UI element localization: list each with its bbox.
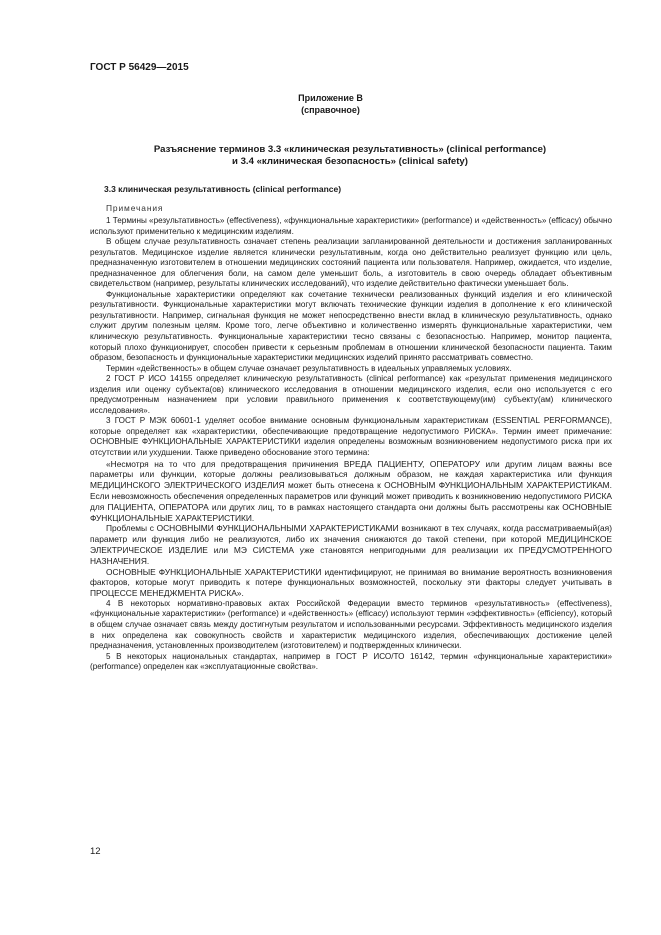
paragraph: 4 В некоторых нормативно-правовых актах Российской Федерации вместо терминов «результативность» (effectiveness), «функциональные характеристики» (performance) и «действенность» (efficacy) используют термин «эффективность» (efficiency), который в общем случае означает связь между достигнутым результатом и использованными ресурсами. Эффективность медицинского изделия в них определена как совокупность свойств и характеристик медицинского изделия, обеспечивающих достижение целей предназначения, установленных производителем (изготовителем) и подтвержденных клинически. bbox=[90, 598, 612, 651]
paragraph: 2 ГОСТ Р ИСО 14155 определяет клиническую результативность (clinical performance) как «результат применения медицинского изделия или оценку субъекта(ов) клинического исследования в отношении медицинского изделия, если оно используется с его предусмотренным назначением при условии правильного применения к соответствующему(им) субъекту(ам) клинического исследования». bbox=[90, 374, 612, 415]
annex-subtitle: (справочное) bbox=[301, 105, 360, 115]
quote-paragraph: «Несмотря на то что для предотвращения причинения ВРЕДА ПАЦИЕНТУ, ОПЕРАТОРУ или другим лицам важны все параметры или функции, которые должны реализовываться должным образом, не каждая характеристика или функция МЕДИЦИНСКОГО ЭЛЕКТРИЧЕСКОГО ИЗДЕЛИЯ может быть отнесена к ОСНОВНЫМ ФУНКЦИОНАЛЬНЫМ ХАРАКТЕРИСТИКАМ. Если невозможность обеспечения определенных параметров или функций может приводить к возникновению недопустимого РИСКА для ПАЦИЕНТА, ОПЕРАТОРА или других лиц, то в рамках настоящего стандарта они должны быть рассмотрены как ОСНОВНЫЕ ФУНКЦИОНАЛЬНЫЕ ХАРАКТЕРИСТИКИ. bbox=[90, 458, 612, 523]
paragraph: Функциональные характеристики определяют как сочетание технически реализованных функций изделия и его клинической результативности. Функциональные характеристики могут включать технические функции изделия в дополнение к его клинической результативности. Например, сигнальная функция не может непосредственно внести вклад в клиническую результативность, однако служит другим полезным целям. Кроме того, легче объективно и количественно измерять функциональные характеристики, чем клиническую результативность. Функциональные характеристики тесно связаны с безопасностью. Например, монитор пациента, который плохо функционирует, способен привести к серьезным проблемам в отношении клинической безопасности пациента. Таким образом, безопасность и функциональные характеристики медицинских изделий принято рассматривать совместно. bbox=[90, 289, 612, 363]
paragraph: Термин «действенность» в общем случае означает результативность в идеальных управляемых условиях. bbox=[106, 363, 512, 373]
document-code: ГОСТ Р 56429—2015 bbox=[90, 62, 189, 73]
document-body bbox=[90, 216, 612, 673]
quote-paragraph: Проблемы с ОСНОВНЫМИ ФУНКЦИОНАЛЬНЫМИ ХАРАКТЕРИСТИКАМИ возникают в тех случаях, когда рассматриваемый(ая) параметр или функция либо не реализуются, либо их значения снижаются до такой степени, при которой МЕДИЦИНСКОЕ ЭЛЕКТРИЧЕСКОЕ ИЗДЕЛИЕ или МЭ СИСТЕМА уже становятся непригодными для реализации их ПРЕДУСМОТРЕННОГО НАЗНАЧЕНИЯ. bbox=[90, 523, 612, 566]
page-number: 12 bbox=[90, 846, 101, 857]
annex-title: Приложение В bbox=[298, 93, 363, 103]
heading-line-1: Разъяснение терминов 3.3 «клиническая результативность» (clinical performance) bbox=[153, 144, 547, 155]
notes-label: Примечания bbox=[106, 203, 164, 213]
paragraph: В общем случае результативность означает степень реализации запланированной деятельности и достижения запланированных результатов. Медицинское изделие является клинически результативным, когда оно действительно реализует функцию или цель, предназначенную изготовителем в отношении медицинских состояний пациента или пользователя. Например, ожидается, что изделие, предназначенное для облегчения боли, на самом деле уменьшит боль, а изготовитель в свою очередь обладает объективным свидетельством (например, результаты клинических исследований), что изделие действительно фактически уменьшает боль. bbox=[90, 237, 612, 289]
paragraph: 5 В некоторых национальных стандартах, например в ГОСТ Р ИСО/ТО 16142, термин «функциональные характеристики» (performance) определен как «эксплуатационные свойства». bbox=[90, 651, 612, 672]
heading-line-2: и 3.4 «клиническая безопасность» (clinical safety) bbox=[232, 156, 468, 167]
quote-paragraph: ОСНОВНЫЕ ФУНКЦИОНАЛЬНЫЕ ХАРАКТЕРИСТИКИ идентифицируют, не принимая во внимание вероятность возникновения факторов, которые могут приводить к потере функциональных возможностей, поскольку эти факторы следует учитывать в ПРОЦЕССЕ МЕНЕДЖМЕНТА РИСКА». bbox=[90, 566, 612, 599]
section-title: 3.3 клиническая результативность (clinical performance) bbox=[104, 184, 342, 194]
paragraph: 3 ГОСТ Р МЭК 60601-1 уделяет особое внимание основным функциональным характеристикам (ESSENTIAL PERFORMANCE), которые определяет как «характеристики, обеспечивающие предотвращение недопустимого РИСКА». Термин имеет примечание: ОСНОВНЫЕ ФУНКЦИОНАЛЬНЫЕ ХАРАКТЕРИСТИКИ изделия определены возможным возникновением недопустимого риска при их отсутствии или ухудшении. Также приведено обоснование этого термина: bbox=[90, 416, 612, 458]
paragraph: 1 Термины «результативность» (effectiveness), «функциональные характеристики» (performance) и «действенность» (efficacy) обычно используют применительно к медицинским изделиям. bbox=[90, 216, 612, 236]
